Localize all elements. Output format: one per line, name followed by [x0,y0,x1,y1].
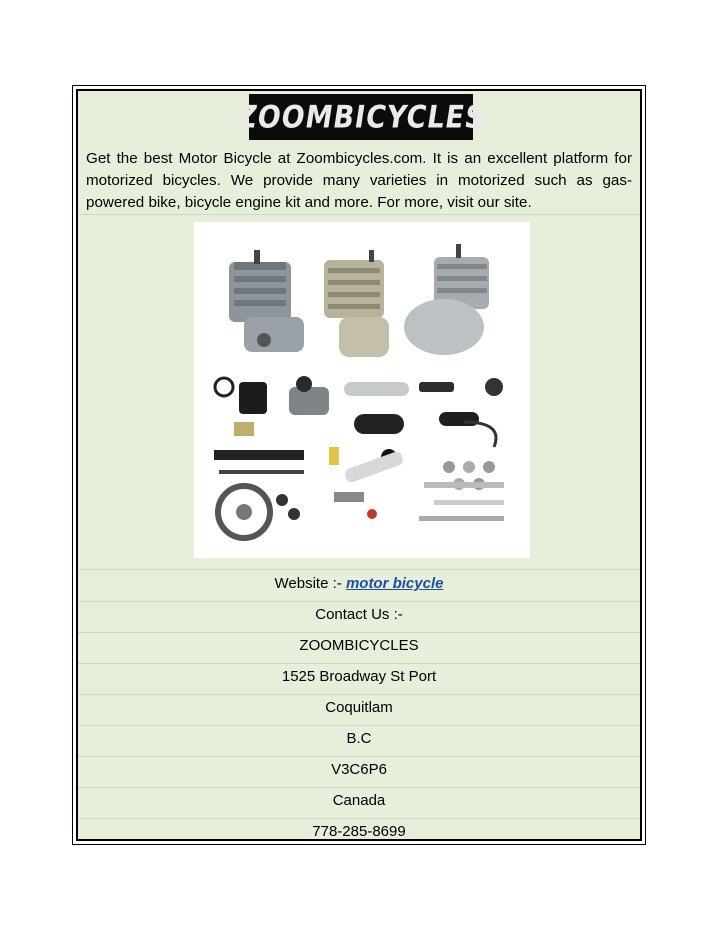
row-divider [78,632,640,633]
contact-postal-code: V3C6P6 [331,761,387,778]
website-line [78,575,640,592]
row-divider [78,601,640,602]
logo-text: ZOOMBICYCLES [234,99,488,135]
row-divider [78,663,640,664]
row-divider [78,694,640,695]
zoombicycles-logo [234,94,488,140]
contact-phone: 778-285-8699 [312,823,406,840]
engine-1-icon [229,250,304,352]
engine-kit-illustration [194,222,530,558]
content-panel [76,89,642,841]
intro-paragraph: Get the best Motor Bicycle at Zoombicycles.com. It is an excellent platform for motorized bicycles. We provide many varieties in motorized such as gas-powered bike, bicycle engine kit and more. For more, visit our site. [86,150,632,211]
contact-country: Canada [332,792,386,809]
row-divider [78,569,640,570]
parts-row-4-icon [218,482,504,538]
row-divider [78,725,640,726]
bicycle-engine-kits-photo [194,222,530,558]
row-divider [78,214,640,215]
engine-2-icon [324,250,389,357]
parts-row-2-icon [215,376,503,447]
row-divider [78,787,640,788]
contact-company: ZOOMBICYCLES [299,637,419,654]
page-frame [72,85,646,845]
engine-3-icon [404,244,489,355]
contact-city: Coquitlam [325,699,393,716]
motor-bicycle-link[interactable]: motor bicycle [345,575,444,592]
website-label: Website :- [274,575,342,592]
row-divider [78,818,640,819]
contact-province: B.C [346,730,372,747]
contact-heading: Contact Us :- [315,606,403,623]
contact-street: 1525 Broadway St Port [281,668,437,685]
row-divider [78,756,640,757]
